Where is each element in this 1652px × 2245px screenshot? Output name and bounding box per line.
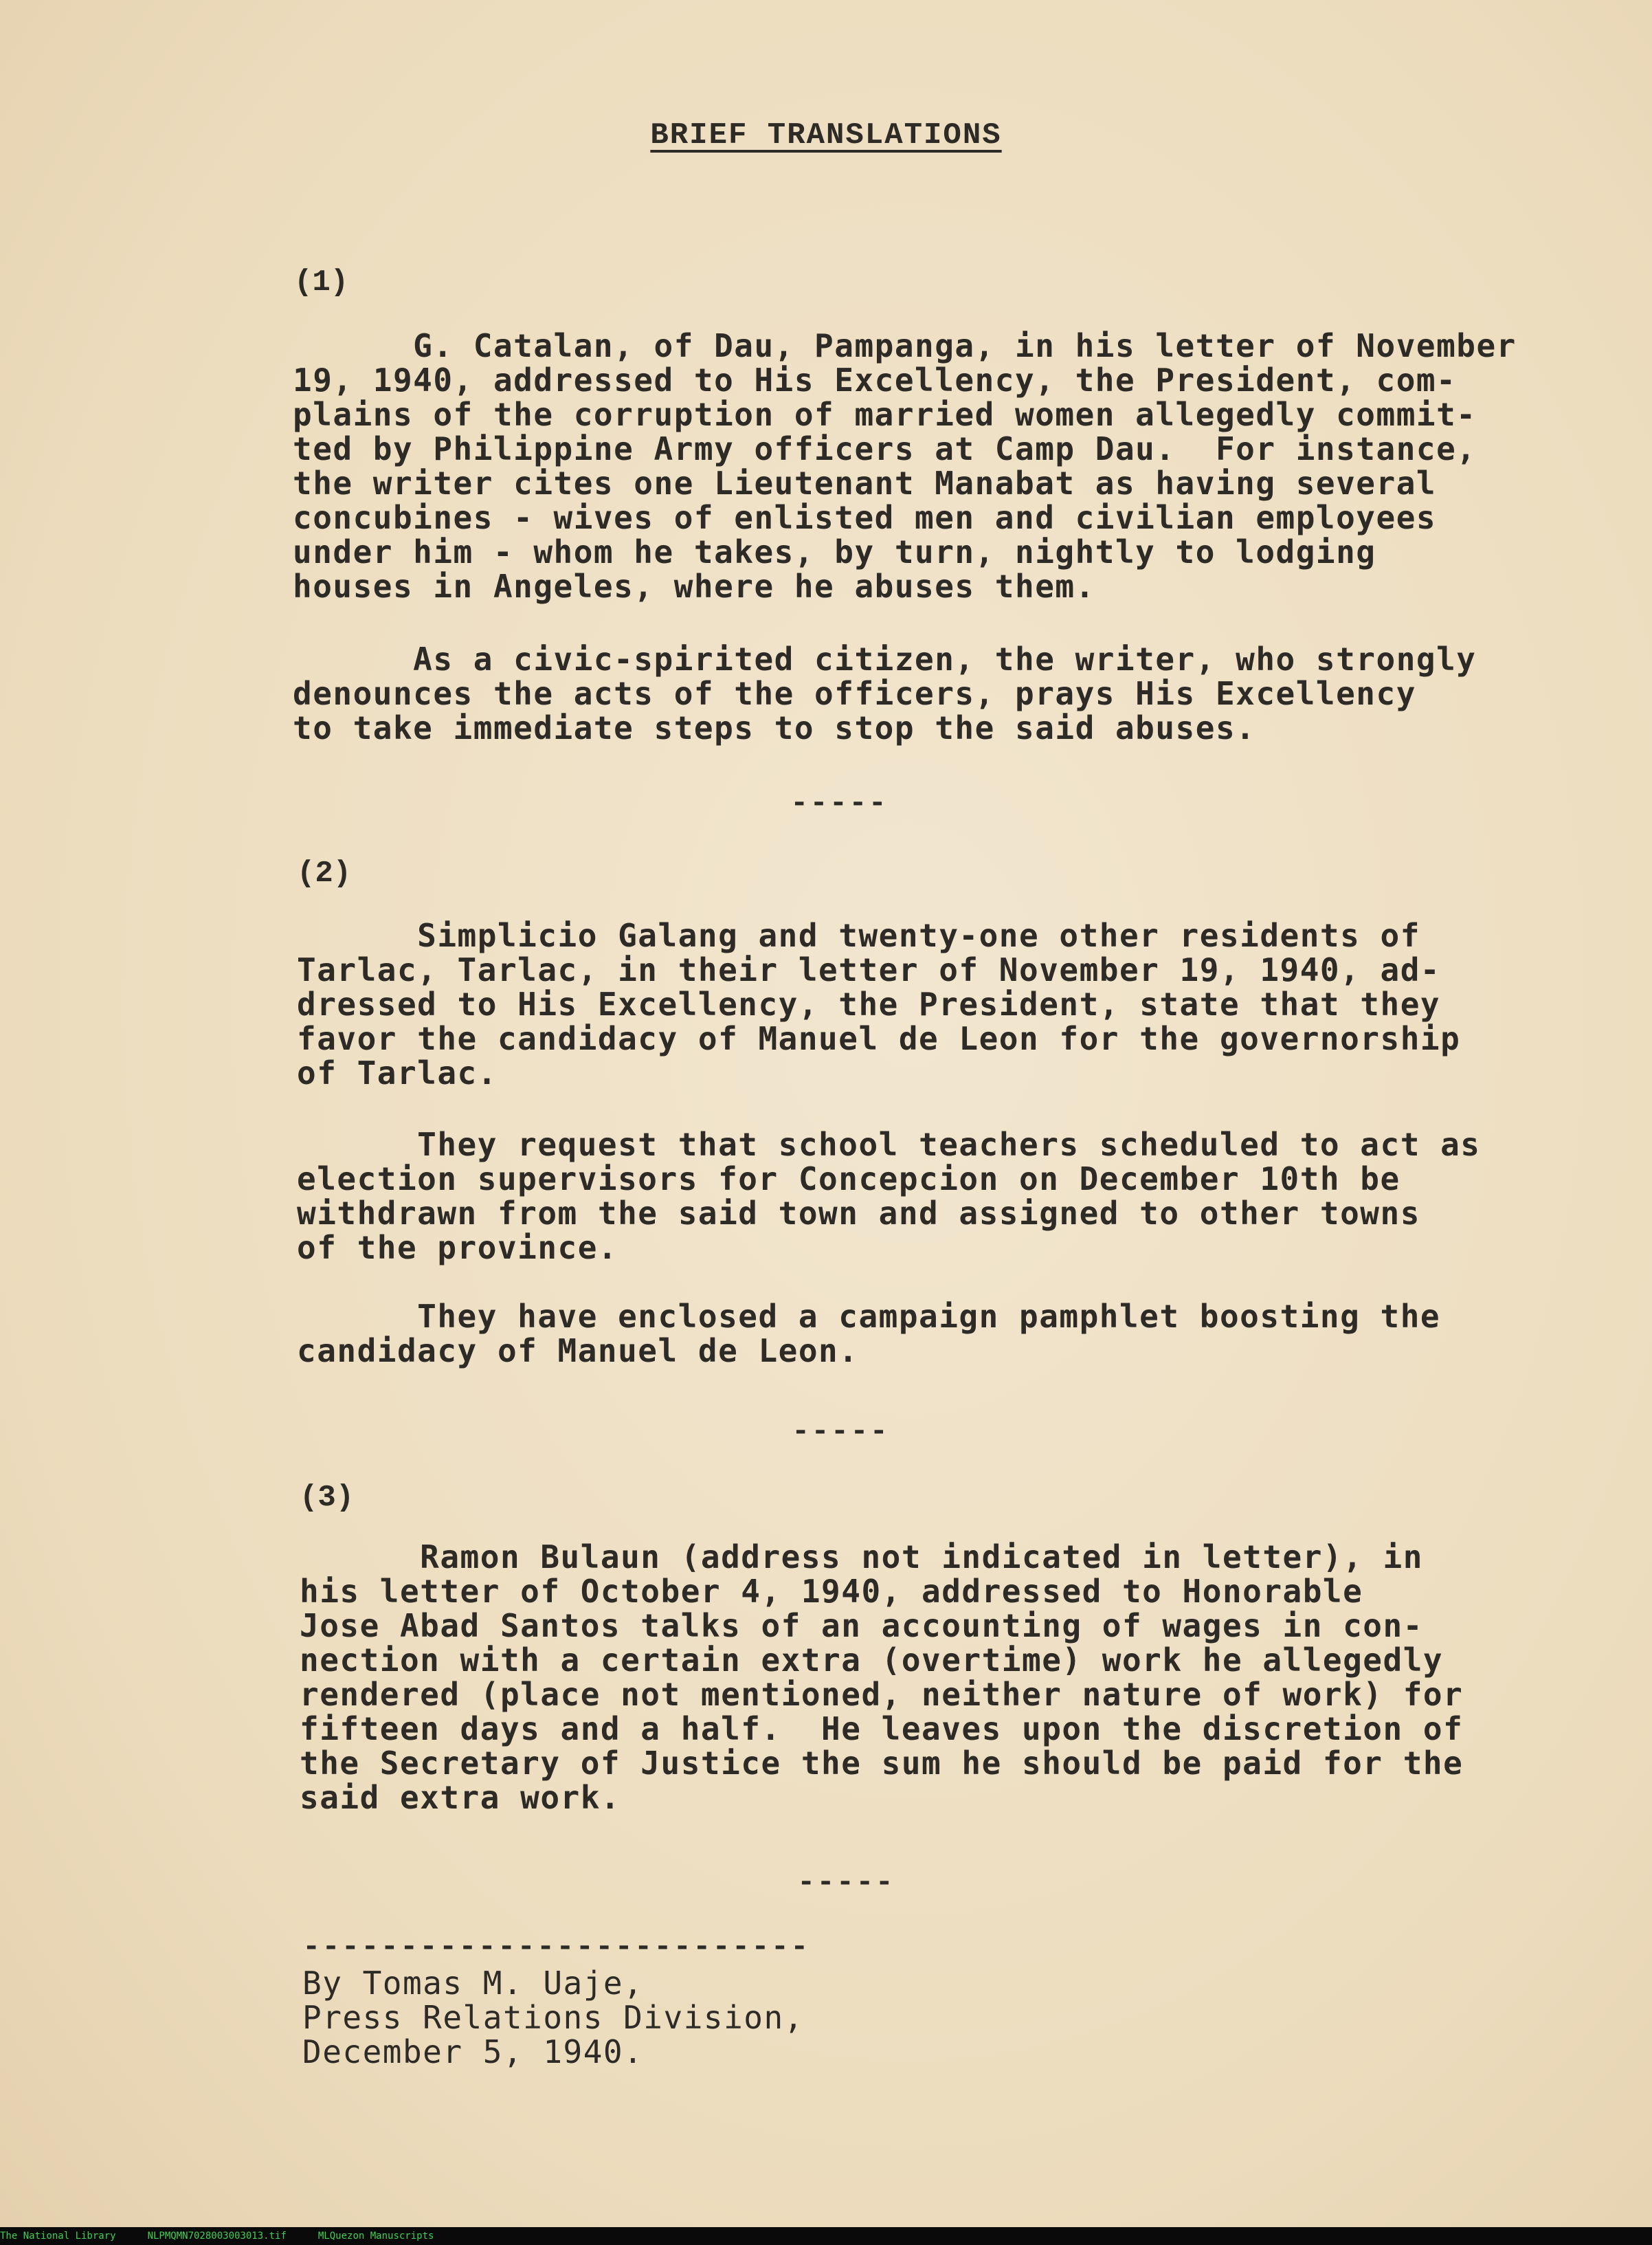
section-1-number: (1) (294, 265, 349, 300)
section-1-paragraph-2: As a civic-spirited citizen, the writer, who strongly denounces the acts of the officers, prays His Excellency to take immediate steps to stop the said abuses. (293, 641, 1477, 747)
section-3-paragraph-1: Ramon Bulaun (address not indicated in letter), in his letter of October 4, 1940, addressed to Honorable Jose Abad Santos talks of an accounting of wages in con- nection with a certain extra (overtime) work he allegedly rendered (place not mentioned, neither nature of work) for fifteen days and a half. He leaves upon the discretion of the Secretary of Justice the sum he should be paid for the said extra work. (300, 1538, 1464, 1816)
section-3-separator: ----- (797, 1866, 895, 1900)
section-2-paragraph-2: They request that school teachers scheduled to act as election supervisors for Concepcion on December 10th be withdrawn from the said town and assigned to other towns of the province. (297, 1126, 1481, 1266)
section-2-number: (2) (297, 856, 352, 891)
section-2-paragraph-3: They have enclosed a campaign pamphlet boosting the candidacy of Manuel de Leon. (297, 1298, 1441, 1369)
section-3-number: (3) (300, 1481, 355, 1515)
signature-rule: -------------------------- (302, 1930, 810, 1965)
section-1-separator: ----- (790, 786, 889, 821)
footer-collection: MLQuezon Manuscripts (317, 2231, 434, 2242)
footer-file: NLPMQMN7028003003013.tif (147, 2231, 287, 2242)
archive-footer (0, 2227, 1652, 2245)
section-1-paragraph-1: G. Catalan, of Dau, Pampanga, in his letter of November 19, 1940, addressed to His Excellency, the President, com- plains of the corruption of married women allegedly commit- ted by Philippine Army officers at Camp Dau. For instance, the writer cites one Lieutenant Manabat as having several concubines - wives of enlisted men and civilian employees under him - whom he takes, by turn, nightly to lodging houses in Angeles, where he abuses them. (293, 327, 1517, 605)
footer-library: The National Library (0, 2231, 116, 2242)
document-title: BRIEF TRANSLATIONS (650, 118, 1002, 153)
signature-block: By Tomas M. Uaje, Press Relations Division, December 5, 1940. (302, 1965, 804, 2070)
section-2-separator: ----- (792, 1415, 890, 1449)
section-2-paragraph-1: Simplicio Galang and twenty-one other residents of Tarlac, Tarlac, in their letter of November 19, 1940, ad- dressed to His Excellency, the President, state that they favor the candidacy of Manuel de Leon for the governorship of Tarlac. (297, 917, 1461, 1092)
